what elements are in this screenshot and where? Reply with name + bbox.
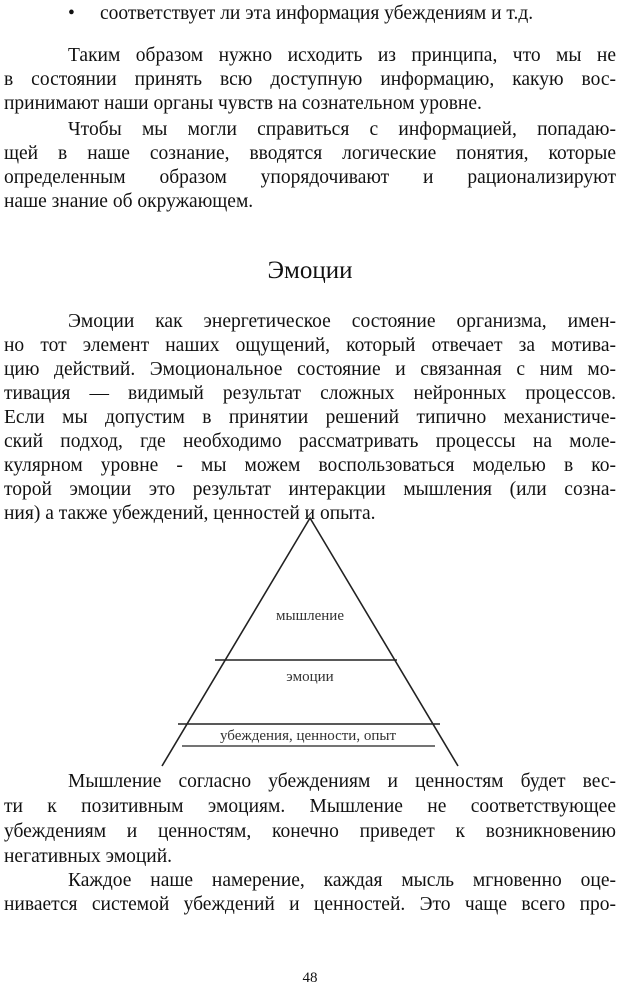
paragraph-3-line: кулярном уровне - мы можем воспользоваться моделью в ко-	[4, 455, 616, 476]
pyramid-diagram	[150, 514, 460, 770]
paragraph-3-line: ния) а также убеждений, ценностей и опыта.	[4, 503, 376, 524]
paragraph-3-line: ский подход, где необходимо рассматривать процессы на моле-	[4, 431, 616, 452]
paragraph-4-line: убеждениям и ценностям, конечно приведет к возникновению	[4, 821, 616, 842]
pyramid-label-thinking: мышление	[276, 608, 344, 624]
paragraph-3-line: торой эмоции это результат интеракции мышления (или созна-	[4, 479, 616, 500]
pyramid-label-emotions: эмоции	[286, 669, 334, 685]
paragraph-2-line: Чтобы мы могли справиться с информацией, попадаю-	[68, 119, 616, 140]
pyramid-label-beliefs: убеждения, ценности, опыт	[219, 728, 397, 744]
paragraph-5-line: Каждое наше намерение, каждая мысль мгновенно оце-	[68, 870, 616, 891]
bullet-mark: •	[68, 3, 75, 24]
paragraph-4-line: ти к позитивным эмоциям. Мышление не соответствующее	[4, 796, 616, 817]
paragraph-4-line: негативных эмоций.	[4, 846, 173, 867]
paragraph-3-line: Если мы допустим в принятии решений типично механистиче-	[4, 407, 616, 428]
paragraph-1-line: принимают наши органы чувств на сознательном уровне.	[4, 93, 482, 114]
section-heading: Эмоции	[267, 257, 353, 284]
paragraph-2-line: наше знание об окружающем.	[4, 191, 254, 212]
paragraph-3-line: цию действий. Эмоциональное состояние и связанная с ним мо-	[4, 359, 616, 380]
paragraph-4-line: Мышление согласно убеждениям и ценностям будет вес-	[68, 771, 616, 792]
paragraph-1-line: в состоянии принять всю доступную информацию, какую вос-	[4, 69, 616, 90]
paragraph-3-line: тивация — видимый результат сложных нейронных процессов.	[4, 383, 616, 404]
paragraph-2-line: щей в наше сознание, вводятся логические понятия, которые	[4, 143, 616, 164]
page-number: 48	[302, 970, 318, 986]
paragraph-2-line: определенным образом упорядочивают и рационализируют	[4, 167, 616, 188]
paragraph-1-line: Таким образом нужно исходить из принципа, что мы не	[68, 45, 616, 66]
bullet-text: соответствует ли эта информация убеждениям и т.д.	[100, 3, 534, 24]
paragraph-5-line: нивается системой убеждений и ценностей. Это чаще всего про-	[4, 894, 616, 915]
paragraph-3-line: но тот элемент наших ощущений, который отвечает за мотива-	[4, 335, 616, 356]
bullet-item	[68, 2, 533, 26]
paragraph-3-line: Эмоции как энергетическое состояние организма, имен-	[68, 311, 616, 332]
